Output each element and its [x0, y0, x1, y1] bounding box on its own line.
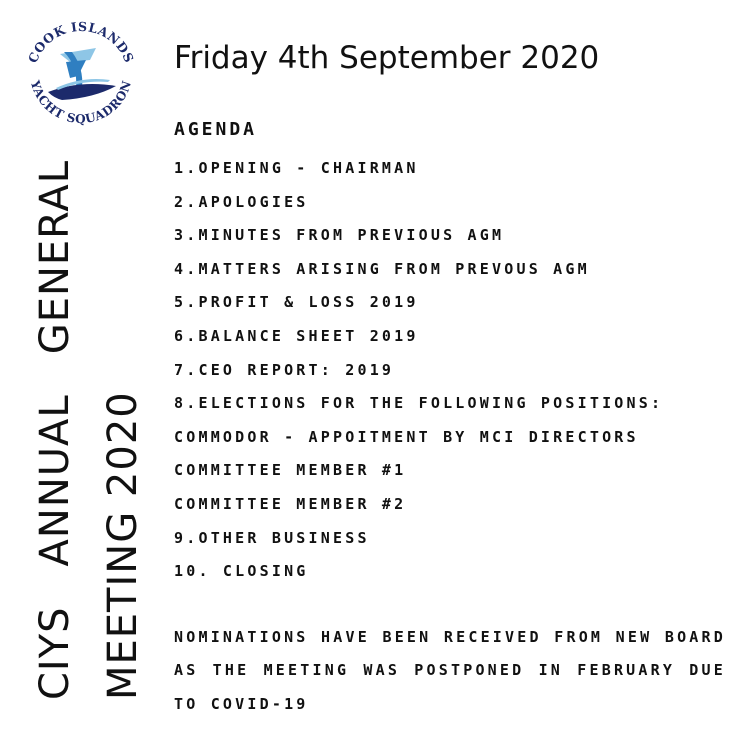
sail-emblem-icon	[48, 48, 116, 100]
agenda-item: 9.OTHER BUSINESS	[174, 528, 370, 547]
agenda-item: 10. CLOSING	[174, 562, 309, 581]
agenda-item: COMMITTEE MEMBER #2	[174, 494, 407, 513]
nominations-note: NOMINATIONS HAVE BEEN RECEIVED FROM NEW BOARD AS THE MEETING WAS POSTPONED IN FEBRUARY DUE TO COVID-19	[174, 627, 726, 713]
agenda-item: 8.ELECTIONS FOR THE FOLLOWING POSITIONS:	[174, 394, 664, 413]
agenda-item: 5.PROFIT & LOSS 2019	[174, 293, 419, 312]
vertical-meeting-title: CIYS ANNUAL GENERAL MEETING 2020	[32, 160, 146, 700]
logo-text-bottom: YACHT SQUADRON	[27, 78, 135, 127]
agenda-list	[174, 152, 726, 589]
cook-islands-yacht-squadron-logo	[20, 14, 142, 136]
logo-text-top: COOK ISLANDS	[24, 18, 138, 66]
agenda-item: 7.CEO REPORT: 2019	[174, 360, 395, 379]
agenda-item: 6.BALANCE SHEET 2019	[174, 326, 419, 345]
agenda-item: 1.OPENING - CHAIRMAN	[174, 159, 419, 177]
agenda-item: 2.APOLOGIES	[174, 192, 309, 211]
agenda-item: COMMITTEE MEMBER #1	[174, 461, 407, 480]
agenda-item: 4.MATTERS ARISING FROM PREVOUS AGM	[174, 259, 590, 278]
agenda-heading: AGENDA	[174, 119, 258, 140]
agenda-item: COMMODOR - APPOITMENT BY MCI DIRECTORS	[174, 427, 639, 446]
meeting-date: Friday 4th September 2020	[174, 40, 600, 76]
agenda-section	[174, 116, 726, 721]
agenda-item: 3.MINUTES FROM PREVIOUS AGM	[174, 226, 505, 245]
